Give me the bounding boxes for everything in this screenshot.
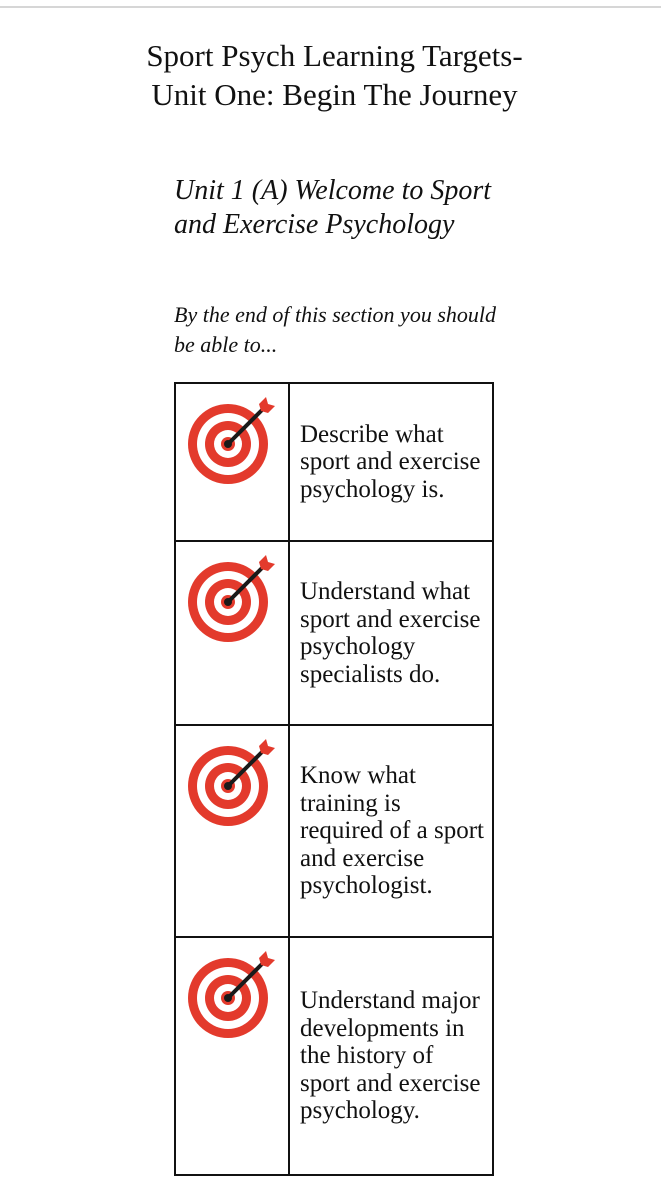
icon-cell: [175, 383, 289, 541]
top-divider: [0, 6, 661, 8]
intro-text: By the end of this section you should be able to...: [174, 302, 496, 357]
table-row: [175, 725, 493, 937]
learning-target-text: Describe what sport and exercise psychology is.: [289, 383, 493, 541]
bullseye-target-icon: [186, 950, 276, 1040]
icon-cell: [175, 541, 289, 725]
learning-target-text: Understand what sport and exercise psychology specialists do.: [289, 541, 493, 725]
document-title: Sport Psych Learning Targets- Unit One: Begin The Journey: [146, 38, 523, 112]
learning-target-text: Understand major developments in the history of sport and exercise psychology.: [289, 937, 493, 1175]
icon-cell: [175, 725, 289, 937]
learning-targets-table: [174, 382, 494, 1176]
bullseye-target-icon: [186, 738, 276, 828]
table-row: [175, 937, 493, 1175]
icon-cell: [175, 937, 289, 1175]
bullseye-target-icon: [186, 396, 276, 486]
learning-target-text: Know what training is required of a sport and exercise psychologist.: [289, 725, 493, 937]
table-row: [175, 383, 493, 541]
bullseye-target-icon: [186, 554, 276, 644]
section-heading: Unit 1 (A) Welcome to Sport and Exercise Psychology: [174, 175, 492, 240]
table-row: [175, 541, 493, 725]
